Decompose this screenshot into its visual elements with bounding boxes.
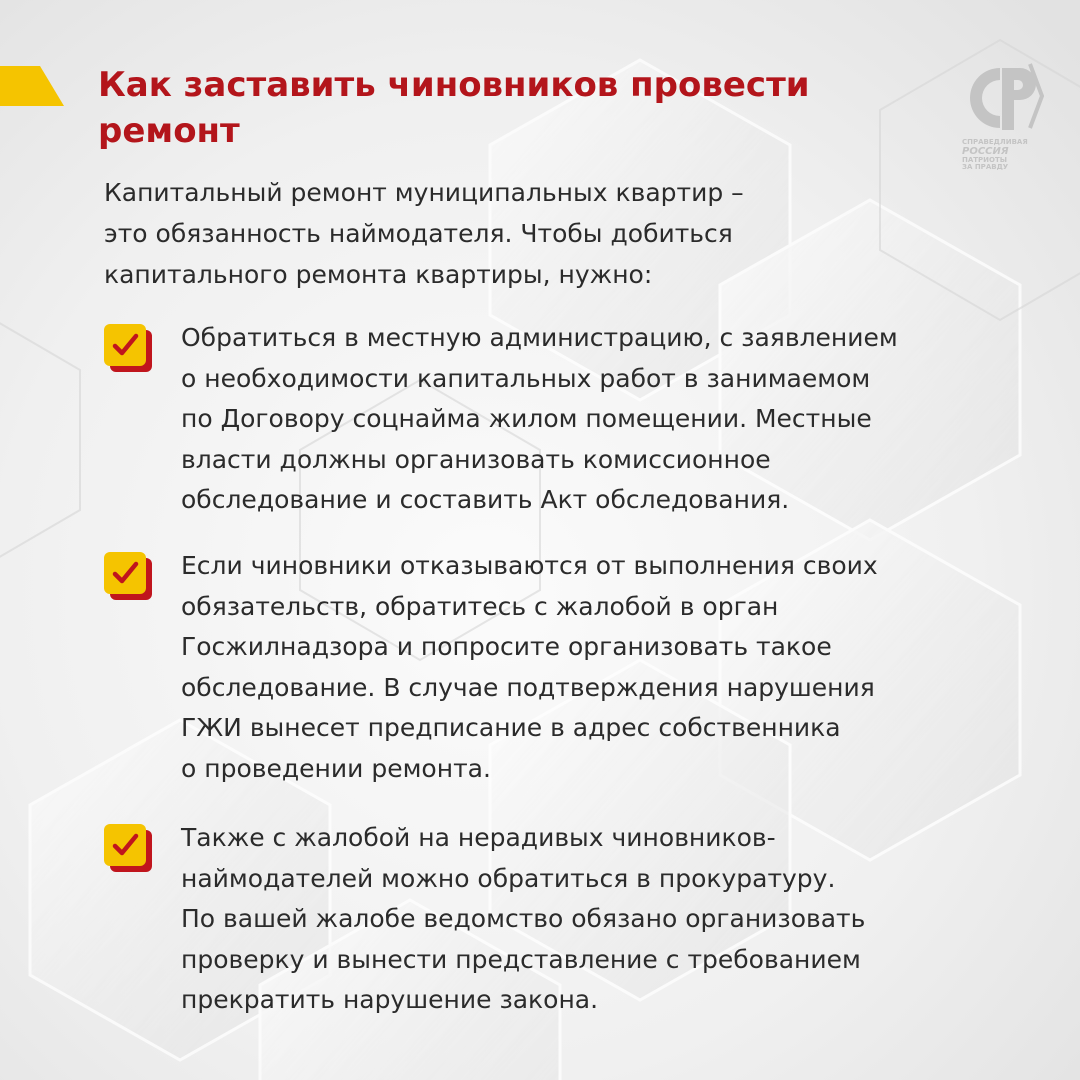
intro-text: Капитальный ремонт муниципальных квартир – это обязанность наймодателя. Чтобы добиться капитального ремонта квартиры, нужно:: [104, 178, 744, 289]
list-item-text: Если чиновники отказываются от выполнения своих обязательств, обратитесь с жалобой в орган Госжилнадзора и попросите организовать такое обследование. В случае подтверждения нарушения ГЖИ вынесет предписание в адрес собственника о проведении ремонта.: [181, 551, 878, 783]
logo-line-3: ПАТРИОТЫ: [962, 156, 1008, 164]
checkmark-icon: [104, 822, 154, 874]
party-logo: [960, 60, 1044, 170]
logo-line-1: СПРАВЕДЛИВАЯ: [962, 138, 1028, 146]
checkmark-icon: [104, 322, 154, 374]
list-item-text: Обратиться в местную администрацию, с заявлением о необходимости капитальных работ в занимаемом по Договору соцнайма жилом помещении. Местные власти должны организовать комиссионное обследование и составить Акт обследования.: [181, 323, 898, 514]
checkmark-icon: [104, 550, 154, 602]
list-item-text: Также с жалобой на нерадивых чиновников- наймодателей можно обратиться в прокуратуру. По вашей жалобе ведомство обязано организовать проверку и вынести представление с требованием прекратить нарушение закона.: [181, 823, 866, 1014]
logo-line-2: РОССИЯ: [962, 146, 1009, 157]
title-accent-shape: [0, 66, 64, 106]
logo-line-4: ЗА ПРАВДУ: [962, 163, 1009, 170]
page-title: Как заставить чиновников провести ремонт: [98, 65, 810, 151]
